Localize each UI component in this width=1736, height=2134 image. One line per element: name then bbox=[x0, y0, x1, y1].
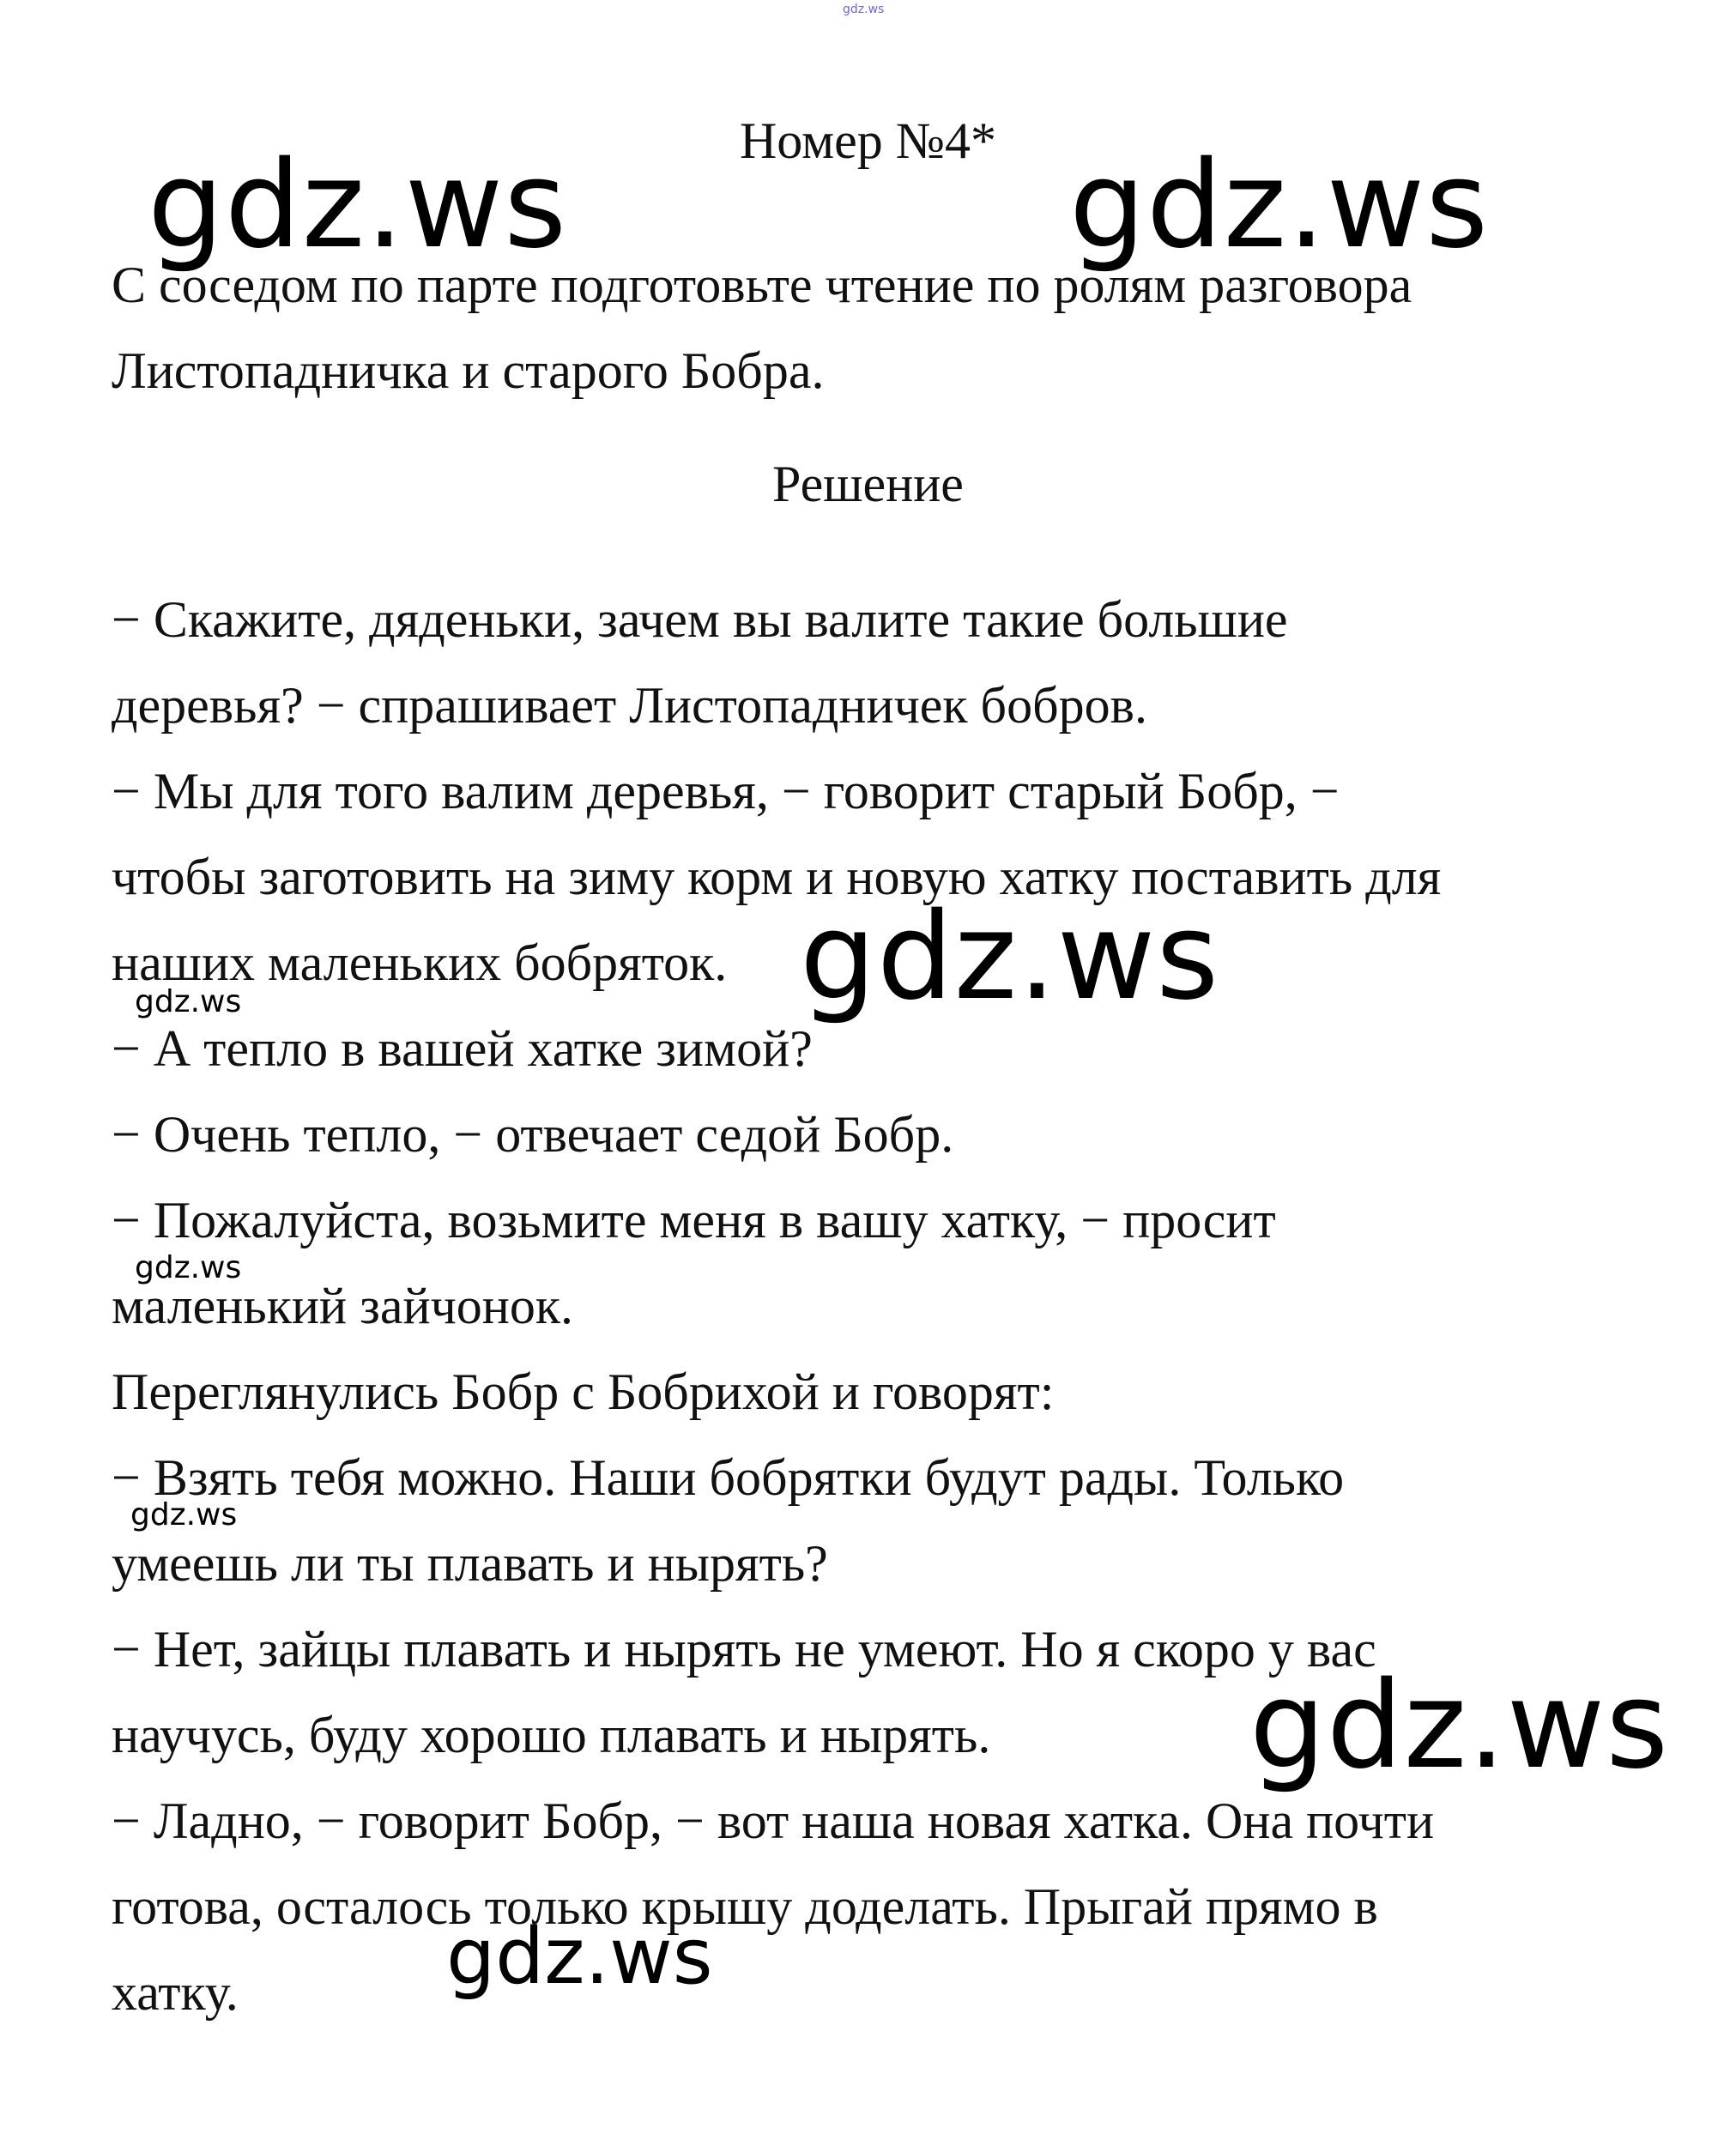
answer-line: Переглянулись Бобр с Бобрихой и говорят: bbox=[112, 1363, 1055, 1420]
page-title: Номер №4* bbox=[739, 112, 997, 169]
watermark-big: gdz.ws bbox=[800, 887, 1220, 1027]
answer-line: наших маленьких бобряток. bbox=[112, 934, 728, 991]
answer-text bbox=[112, 577, 1656, 2035]
watermark-mid: gdz.ws bbox=[446, 1912, 713, 2002]
watermark-top-tiny: gdz.ws bbox=[843, 3, 885, 16]
watermark-small: gdz.ws bbox=[130, 1497, 238, 1532]
answer-line: − Пожалуйста, возьмите меня в вашу хатку, − просит bbox=[112, 1192, 1276, 1248]
answer-line: чтобы заготовить на зиму корм и новую хатку поставить для bbox=[112, 849, 1442, 905]
task-line: Листопадничка и старого Бобра. bbox=[112, 342, 825, 399]
watermark-big: gdz.ws bbox=[1069, 136, 1490, 275]
solution-heading: Решение bbox=[772, 456, 964, 512]
answer-line: − Скажите, дяденьки, зачем вы валите такие большие bbox=[112, 591, 1288, 648]
answer-line: − Очень тепло, − отвечает седой Бобр. bbox=[112, 1106, 954, 1163]
watermark-small: gdz.ws bbox=[135, 1250, 242, 1285]
watermark-big: gdz.ws bbox=[1249, 1656, 1670, 1796]
task-line: С соседом по парте подготовьте чтение по ролям разговора bbox=[112, 257, 1412, 313]
answer-line: хатку. bbox=[112, 1964, 239, 2021]
answer-line: готова, осталось только крышу доделать. Прыгай прямо в bbox=[112, 1878, 1378, 1935]
answer-line: деревья? − спрашивает Листопадничек бобров. bbox=[112, 677, 1147, 734]
answer-line: − А тепло в вашей хатке зимой? bbox=[112, 1020, 813, 1077]
answer-line: маленький зайчонок. bbox=[112, 1278, 574, 1334]
answer-line: − Мы для того валим деревья, − говорит старый Бобр, − bbox=[112, 763, 1340, 819]
answer-line: − Взять тебя можно. Наши бобрятки будут рады. Только bbox=[112, 1449, 1345, 1506]
watermark-big: gdz.ws bbox=[148, 136, 568, 275]
answer-line: − Ладно, − говорит Бобр, − вот наша новая хатка. Она почти bbox=[112, 1792, 1435, 1849]
answer-line: научусь, буду хорошо плавать и нырять. bbox=[112, 1707, 991, 1763]
watermark-small: gdz.ws bbox=[135, 984, 242, 1019]
answer-line: − Нет, зайцы плавать и нырять не умеют. Но я скоро у вас bbox=[112, 1621, 1376, 1678]
answer-line: умеешь ли ты плавать и нырять? bbox=[112, 1535, 828, 1592]
